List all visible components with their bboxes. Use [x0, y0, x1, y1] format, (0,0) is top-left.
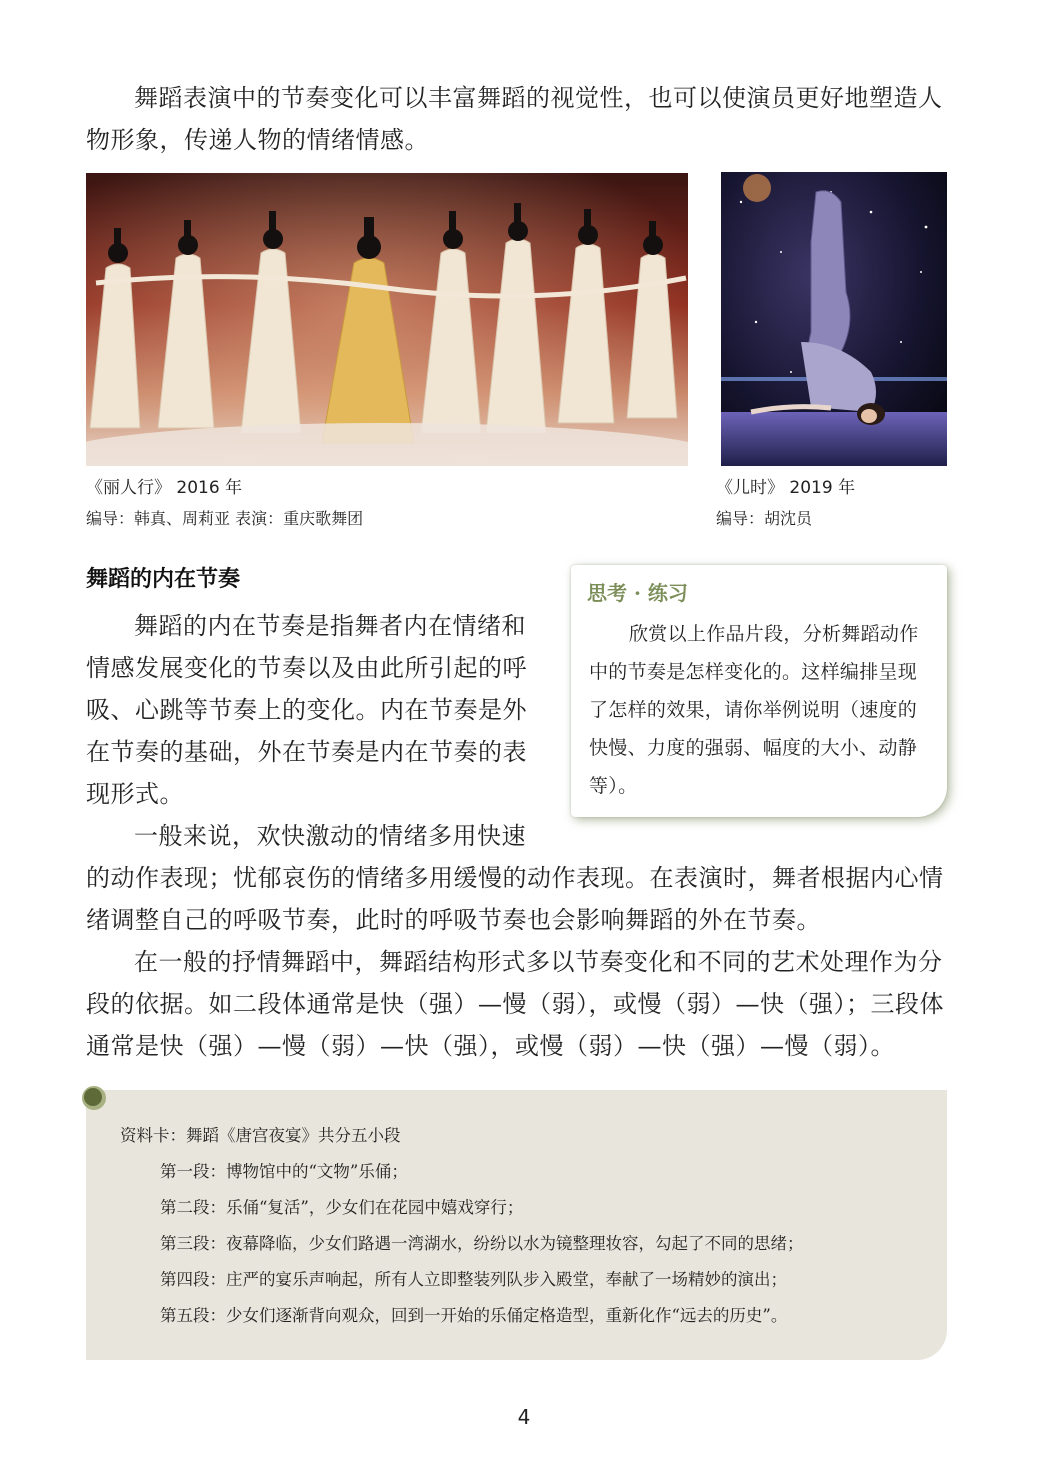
photo-caption-credit: 编导：胡沈员 [716, 509, 813, 528]
photo-caption-credit: 编导：韩真、周莉亚 表演：重庆歌舞团 [86, 509, 364, 528]
page-number: 4 [517, 1405, 531, 1429]
dance-photo-lirenxing [86, 173, 688, 466]
resource-card [86, 1090, 947, 1360]
section-paragraph-inner-rhythm: 舞蹈的内在节奏是指舞者内在情绪和情感发展变化的节奏以及由此所引起的呼吸、心跳等节奏上的变化。内在节奏是外在节奏的基础，外在节奏是内在节奏的表现形式。 [86, 612, 527, 808]
think-practice-body: 欣赏以上作品片段，分析舞蹈动作中的节奏是怎样变化的。这样编排呈现了怎样的效果，请你举例说明（速度的快慢、力度的强弱、幅度的大小、动静等）。 [589, 623, 919, 797]
resource-card-item: 第四段：庄严的宴乐声响起，所有人立即整装列队步入殿堂，奉献了一场精妙的演出； [160, 1270, 787, 1289]
section-heading: 舞蹈的内在节奏 [86, 567, 241, 592]
resource-card-item: 第三段：夜幕降临，少女们路遇一湾湖水，纷纷以水为镜整理妆容，勾起了不同的思绪； [160, 1234, 804, 1253]
section-paragraph-structure: 在一般的抒情舞蹈中，舞蹈结构形式多以节奏变化和不同的艺术处理作为分段的依据。如二段体通常是快（强）—慢（弱），或慢（弱）—快（强）；三段体通常是快（强）—慢（弱）—快（强），或慢（弱）—快（强）—慢（弱）。 [86, 948, 944, 1060]
section-paragraph-emotion-continued: 的动作表现；忧郁哀伤的情绪多用缓慢的动作表现。在表演时，舞者根据内心情绪调整自己的呼吸节奏，此时的呼吸节奏也会影响舞蹈的外在节奏。 [86, 864, 944, 934]
intro-paragraph: 舞蹈表演中的节奏变化可以丰富舞蹈的视觉性，也可以使演员更好地塑造人物形象，传递人物的情绪情感。 [86, 84, 943, 154]
resource-card-item: 第五段：少女们逐渐背向观众，回到一开始的乐俑定格造型，重新化作“远去的历史”。 [160, 1306, 788, 1325]
resource-card-item: 第一段：博物馆中的“文物”乐俑； [160, 1162, 408, 1181]
think-practice-title: 思考 · 练习 [587, 581, 688, 605]
card-bullet-inner-icon [84, 1088, 102, 1106]
photo-caption-title: 《丽人行》 2016 年 [86, 478, 243, 498]
resource-card-item: 第二段：乐俑“复活”，少女们在花园中嬉戏穿行； [160, 1198, 524, 1217]
dance-photo-ershi [721, 172, 947, 466]
photo-caption-title: 《儿时》 2019 年 [716, 478, 856, 498]
resource-card-title: 资料卡：舞蹈《唐宫夜宴》共分五小段 [120, 1126, 401, 1145]
think-practice-box [571, 565, 947, 817]
section-paragraph-emotion-start: 一般来说，欢快激动的情绪多用快速 [134, 822, 526, 850]
